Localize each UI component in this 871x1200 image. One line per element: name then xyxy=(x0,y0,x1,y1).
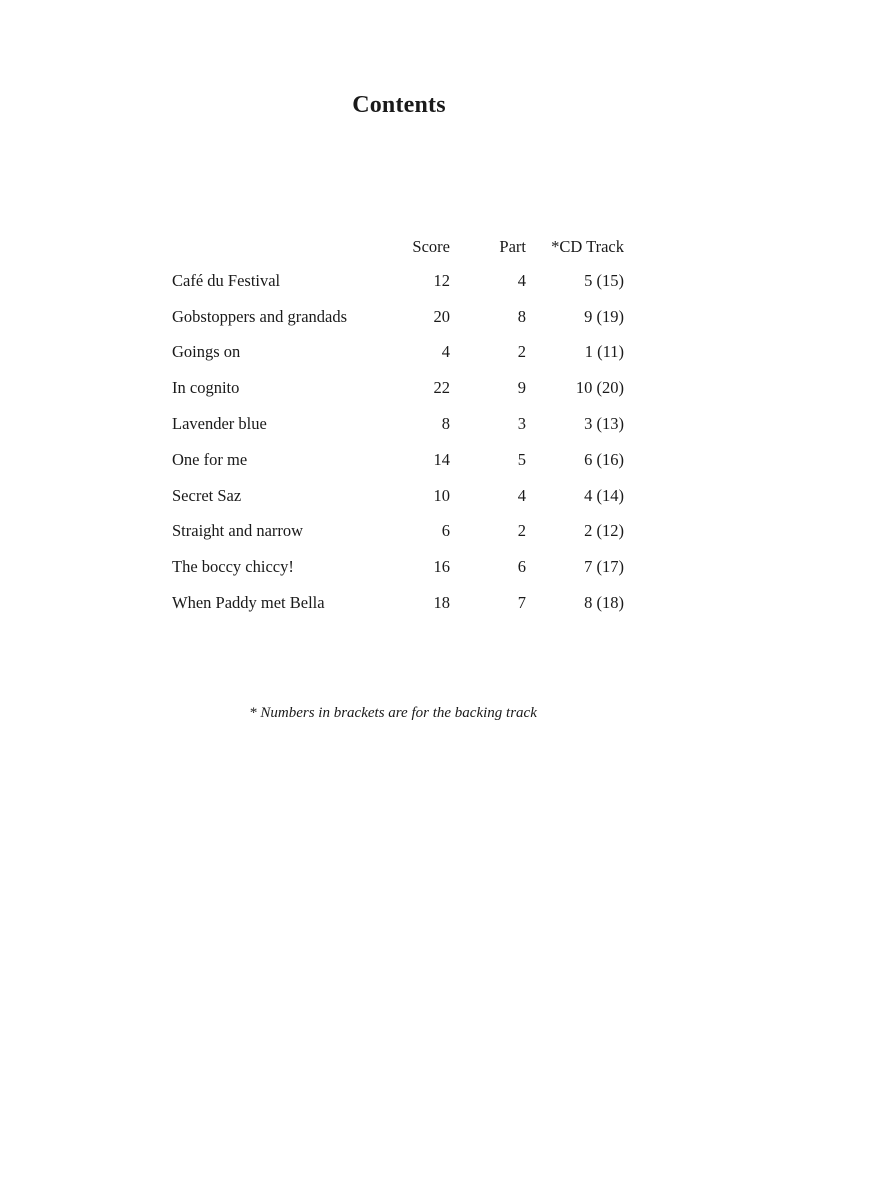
entry-cd-track: 10 (20) xyxy=(575,378,624,398)
table-row xyxy=(172,514,624,550)
entry-title: Secret Saz xyxy=(172,485,242,505)
entry-part: 3 xyxy=(517,414,526,434)
entry-part: 2 xyxy=(517,521,526,541)
table-row xyxy=(172,549,624,585)
entry-cd-track: 8 (18) xyxy=(584,593,624,613)
footnote: * Numbers in brackets are for the backing track xyxy=(249,705,537,721)
header-row xyxy=(172,237,624,263)
entry-score: 12 xyxy=(433,270,450,290)
header-score: Score xyxy=(412,237,450,256)
entry-score: 8 xyxy=(441,414,450,434)
table-row xyxy=(172,370,624,406)
table-row xyxy=(172,585,624,621)
entry-part: 4 xyxy=(517,270,526,290)
table-row xyxy=(172,406,624,442)
entry-title: Goings on xyxy=(172,342,241,362)
entry-title: Lavender blue xyxy=(172,414,267,434)
entry-score: 18 xyxy=(433,593,450,613)
entry-cd-track: 1 (11) xyxy=(584,342,624,362)
table-row xyxy=(172,299,624,335)
entry-score: 14 xyxy=(433,449,450,469)
table-row xyxy=(172,263,624,299)
page-title: Contents xyxy=(352,92,446,118)
header-part: Part xyxy=(499,237,526,256)
entry-title: The boccy chiccy! xyxy=(172,557,294,577)
entry-cd-track: 4 (14) xyxy=(584,485,624,505)
entry-title: Café du Festival xyxy=(172,270,281,290)
entry-score: 20 xyxy=(433,306,450,326)
table-row xyxy=(172,442,624,478)
entry-score: 22 xyxy=(433,378,450,398)
entry-title: Straight and narrow xyxy=(172,521,304,541)
entry-cd-track: 5 (15) xyxy=(584,270,624,290)
entry-part: 9 xyxy=(517,378,526,398)
contents-table xyxy=(172,237,624,621)
entry-cd-track: 3 (13) xyxy=(584,414,624,434)
entry-part: 7 xyxy=(517,593,526,613)
entry-title: When Paddy met Bella xyxy=(172,593,325,613)
entry-score: 4 xyxy=(441,342,450,362)
entry-part: 4 xyxy=(517,485,526,505)
entry-part: 8 xyxy=(517,306,526,326)
entry-part: 2 xyxy=(517,342,526,362)
entry-cd-track: 7 (17) xyxy=(584,557,624,577)
table-row xyxy=(172,478,624,514)
entry-part: 6 xyxy=(517,557,526,577)
entry-score: 6 xyxy=(441,521,450,541)
entry-score: 16 xyxy=(433,557,450,577)
entry-title: Gobstoppers and grandads xyxy=(172,306,348,326)
entry-title: One for me xyxy=(172,449,248,469)
table-row xyxy=(172,335,624,371)
entry-part: 5 xyxy=(517,449,526,469)
header-cd-track: *CD Track xyxy=(551,237,624,256)
entry-cd-track: 6 (16) xyxy=(584,449,624,469)
entry-cd-track: 2 (12) xyxy=(584,521,624,541)
header-title-column xyxy=(172,237,372,263)
entry-title: In cognito xyxy=(172,378,240,398)
entry-score: 10 xyxy=(433,485,450,505)
entry-cd-track: 9 (19) xyxy=(584,306,624,326)
